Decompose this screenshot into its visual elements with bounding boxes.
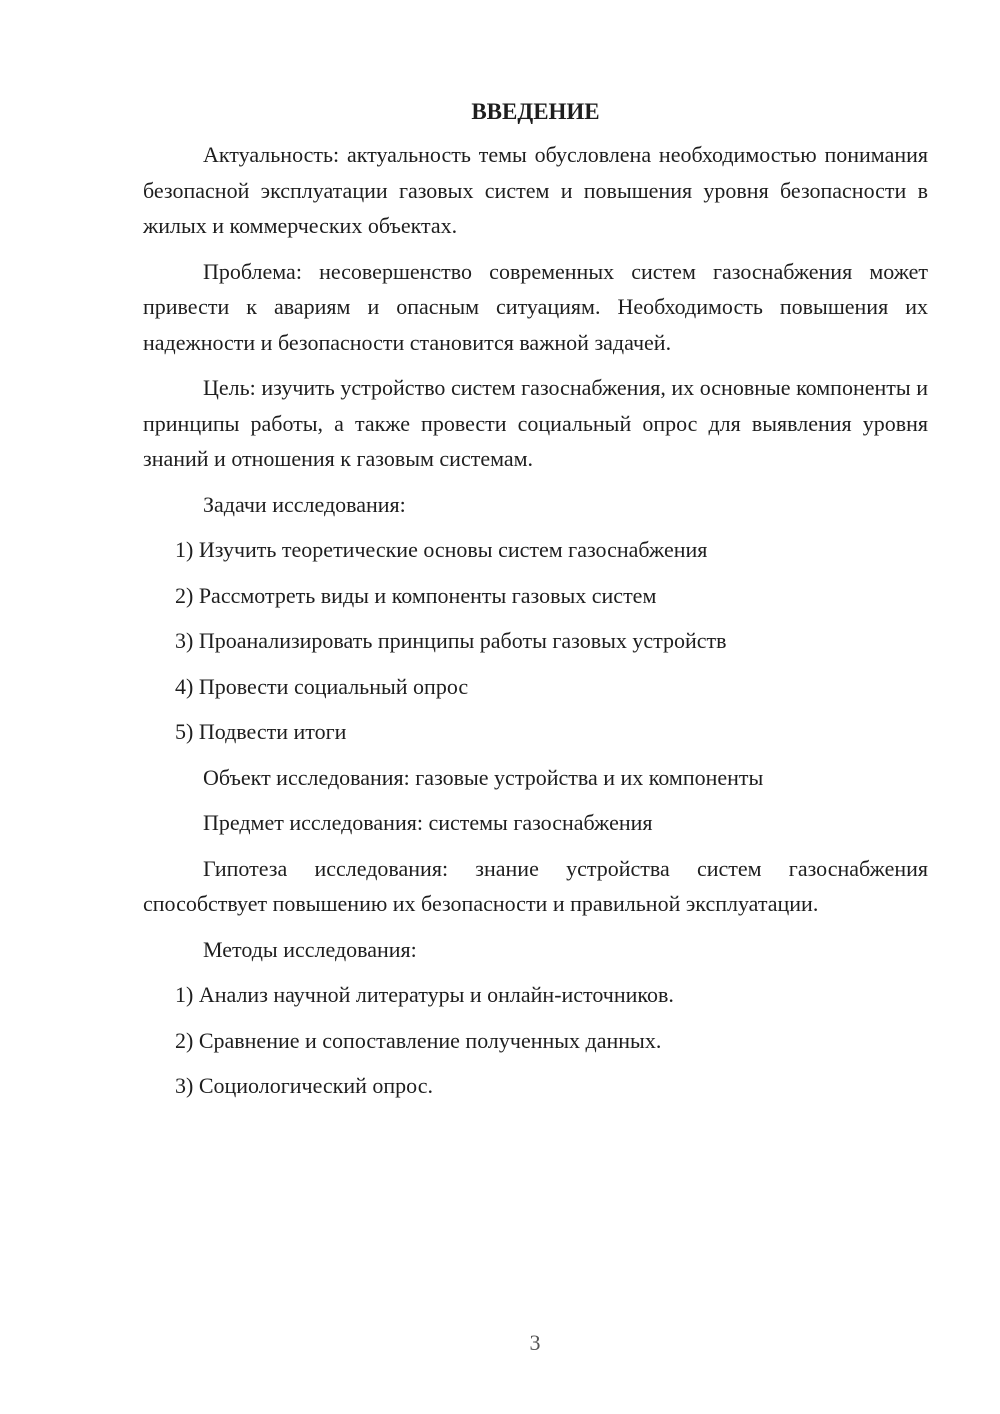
methods-list bbox=[143, 977, 928, 1104]
subject-paragraph: Предмет исследования: системы газоснабжения bbox=[203, 810, 653, 835]
task-item-5: 5) Подвести итоги bbox=[175, 719, 347, 744]
tasks-list bbox=[143, 532, 928, 750]
method-item-1: 1) Анализ научной литературы и онлайн-источников. bbox=[175, 982, 674, 1007]
object-paragraph: Объект исследования: газовые устройства и их компоненты bbox=[203, 764, 764, 790]
hypothesis-paragraph: Гипотеза исследования: знание устройства систем газоснабжения способствует повышению их безопасности и правильной эксплуатации. bbox=[143, 855, 928, 916]
document-page bbox=[143, 90, 928, 1114]
task-item-4: 4) Провести социальный опрос bbox=[175, 673, 469, 699]
tasks-heading: Задачи исследования: bbox=[203, 491, 406, 517]
task-item-3: 3) Проанализировать принципы работы газовых устройств bbox=[175, 628, 727, 653]
method-item-2: 2) Сравнение и сопоставление полученных данных. bbox=[175, 1027, 662, 1053]
relevance-paragraph: Актуальность: актуальность темы обусловлена необходимостью понимания безопасной эксплуатации газовых систем и повышения уровня безопасности в жилых и коммерческих объектах. bbox=[143, 142, 928, 238]
page-number: 3 bbox=[529, 1330, 541, 1355]
section-title: ВВЕДЕНИЕ bbox=[471, 99, 600, 124]
task-item-2: 2) Рассмотреть виды и компоненты газовых систем bbox=[175, 582, 657, 608]
task-item-1: 1) Изучить теоретические основы систем газоснабжения bbox=[175, 537, 708, 562]
method-item-3: 3) Социологический опрос. bbox=[175, 1073, 433, 1098]
goal-paragraph: Цель: изучить устройство систем газоснабжения, их основные компоненты и принципы работы, а также провести социальный опрос для выявления уровня знаний и отношения к газовым системам. bbox=[143, 375, 928, 471]
problem-paragraph: Проблема: несовершенство современных систем газоснабжения может привести к авариям и опасным ситуациям. Необходимость повышения их надежности и безопасности становится важной задачей. bbox=[143, 258, 928, 355]
methods-heading: Методы исследования: bbox=[203, 936, 417, 962]
